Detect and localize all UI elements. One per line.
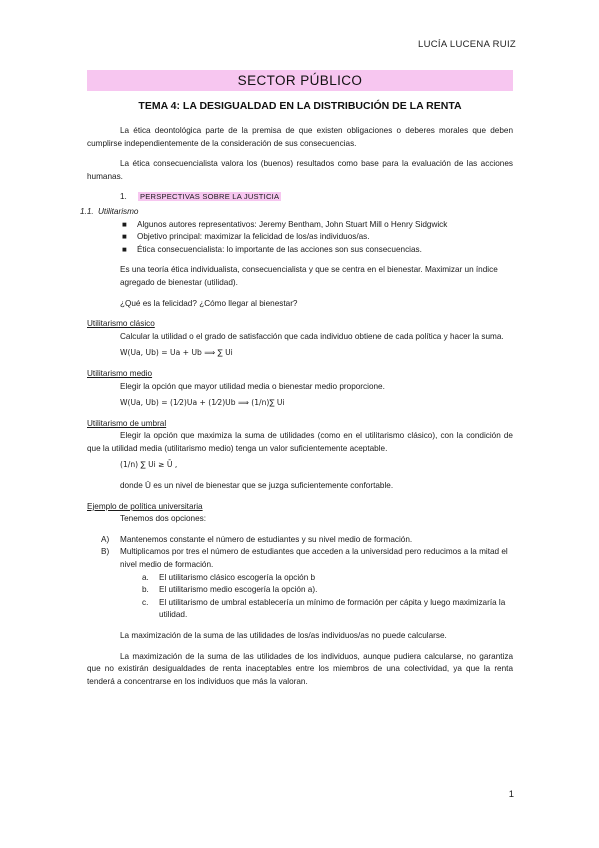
- option-key: B): [101, 547, 110, 557]
- intro-paragraph-1: La ética deontológica parte de la premisa de que existen obligaciones o deberes morales que deben cumplirse independientemente de la consideración de sus consecuencias.: [87, 126, 513, 148]
- sub-option-key: c.: [142, 597, 149, 607]
- sub-option-text: El utilitarismo medio escogería la opción a).: [159, 585, 318, 595]
- subsection-number: 1.1.: [80, 206, 94, 216]
- author-header: LUCÍA LUCENA RUIZ: [417, 39, 516, 50]
- heading-umbral: Utilitarismo de umbral: [87, 418, 167, 428]
- option-text: Mantenemos constante el número de estudiantes y su nivel medio de formación.: [120, 534, 413, 544]
- option-text: Multiplicamos por tres el número de estudiantes que acceden a la universidad pero reducimos a la mitad el nivel medio de formación.: [120, 547, 508, 570]
- page-number: 1: [508, 789, 514, 800]
- clasico-formula: W(Ua, Ub) = Ua + Ub ⟹ ∑ Ui: [120, 348, 233, 358]
- clasico-text: Calcular la utilidad o el grado de satisfacción que cada individuo obtiene de cada política y hacer la suma.: [120, 331, 504, 341]
- conclusion-1: La maximización de la suma de las utilidades de los/as individuos/as no puede calcularse.: [120, 631, 447, 640]
- bullet-text: Ética consecuencialista: lo importante de las acciones son sus consecuencias.: [137, 244, 422, 254]
- bullet-item: [87, 219, 513, 232]
- document-body: [80, 125, 513, 688]
- topic-subtitle: TEMA 4: LA DESIGUALDAD EN LA DISTRIBUCIÓN DE LA RENTA: [138, 100, 462, 112]
- subsection-title: Utilitarismo: [98, 206, 139, 216]
- sub-option-item: [87, 572, 513, 585]
- ejemplo-lead: Tenemos dos opciones:: [120, 514, 207, 524]
- sub-option-item: [87, 584, 513, 597]
- bullet-icon: ■: [122, 244, 127, 254]
- section-heading-1: [120, 191, 513, 204]
- umbral-note: donde Ū es un nivel de bienestar que se juzga suficientemente confortable.: [120, 481, 394, 491]
- medio-formula: W(Ua, Ub) = (1⁄2)Ua + (1⁄2)Ub ⟹ (1/n)∑ Ui: [120, 398, 285, 408]
- sub-option-key: b.: [142, 585, 149, 595]
- heading-clasico: Utilitarismo clásico: [87, 319, 155, 329]
- sub-option-text: El utilitarismo de umbral establecería un mínimo de formación per cápita y luego maximizaría la utilidad.: [159, 597, 506, 620]
- bullet-item: [87, 244, 513, 257]
- medio-text: Elegir la opción que mayor utilidad media o bienestar medio proporcione.: [120, 381, 385, 391]
- option-item: [87, 534, 513, 547]
- heading-medio: Utilitarismo medio: [87, 368, 153, 378]
- option-item: [87, 546, 513, 571]
- umbral-text: Elegir la opción que maximiza la suma de utilidades (como en el utilitarismo clásico), con la condición de que la utilidad media (utilitarismo medio) tenga un valor suficientemente aceptable.: [87, 431, 513, 453]
- section-title: PERSPECTIVAS SOBRE LA JUSTICIA: [140, 192, 280, 202]
- bullet-icon: ■: [122, 219, 127, 229]
- subsection-heading: [80, 206, 513, 219]
- intro-paragraph-2: La ética consecuencialista valora los (buenos) resultados como base para la evaluación de las acciones humanas.: [87, 159, 513, 181]
- sub-option-key: a.: [142, 572, 149, 582]
- bullet-icon: ■: [122, 232, 127, 242]
- bullet-item: [87, 231, 513, 244]
- sub-option-item: [87, 597, 513, 622]
- heading-ejemplo: Ejemplo de política universitaria: [87, 501, 203, 511]
- umbral-formula: (1/n) ∑ Ui ≥ Ū ,: [120, 460, 178, 470]
- conclusion-2: La maximización de la suma de las utilidades de los individuos, aunque pudiera calcularse, no garantiza que no existirán desigualdades de renta inaceptables entre los miembros de una colectividad, ya que la renta tenderá a concentrarse en los individuos que más la valoran.: [87, 651, 513, 686]
- option-key: A): [101, 534, 110, 544]
- bullet-text: Algunos autores representativos: Jeremy Bentham, John Stuart Mill o Henry Sidgwick: [137, 219, 448, 229]
- utilitarismo-description: Es una teoría ética individualista, consecuencialista y que se centra en el bienestar. Maximizar un índice agregado de bienestar (utilidad).: [120, 265, 498, 287]
- question-line: ¿Qué es la felicidad? ¿Cómo llegar al bienestar?: [120, 298, 298, 308]
- sub-option-text: El utilitarismo clásico escogería la opción b: [159, 572, 316, 582]
- section-number: 1.: [120, 192, 127, 202]
- bullet-text: Objetivo principal: maximizar la felicidad de los/as individuos/as.: [137, 232, 370, 242]
- page-title: SECTOR PÚBLICO: [87, 70, 513, 91]
